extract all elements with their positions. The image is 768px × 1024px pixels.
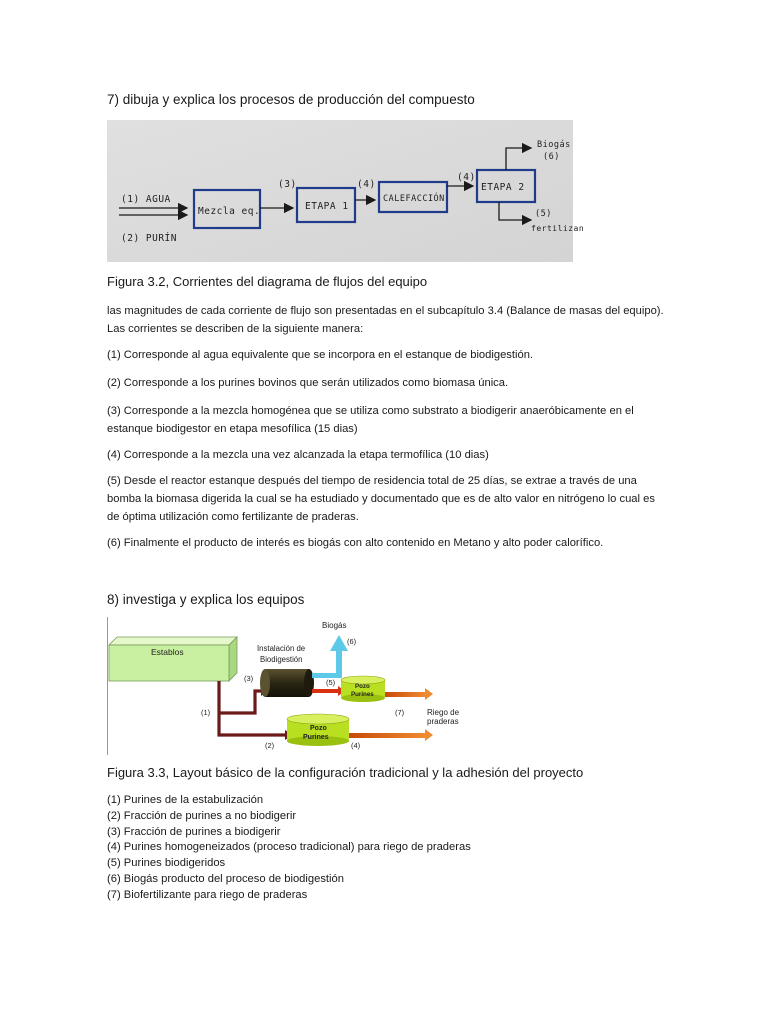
arrow-to-riego: [385, 688, 433, 700]
stream-4-text: (4) Corresponde a la mezcla una vez alcanzada la etapa termofílica (10 dias): [107, 449, 489, 461]
legend-item: (6) Biogás producto del proceso de biodigestión: [107, 872, 344, 885]
stream-5-label-fig2: (5): [326, 678, 336, 687]
legend-item: (5) Purines biodigeridos: [107, 857, 226, 870]
stream-4-label-fig2: (4): [351, 741, 361, 750]
input-agua-label: (1) AGUA: [121, 194, 171, 205]
instalacion-label-1: Instalación de: [257, 644, 306, 653]
legend-item: (7) Biofertilizante para riego de praderas: [107, 888, 308, 901]
stream-4-top-label: (4): [357, 179, 376, 190]
digester-cylinder: [260, 669, 314, 697]
biogas-output-label: Biogás: [537, 140, 571, 150]
stream-2-label-fig2: (2): [265, 741, 275, 750]
stream-6-text: (6) Finalmente el producto de interés es biogás con alto contenido en Metano y alto poder calorífico.: [107, 537, 604, 549]
instalacion-label-2: Biodigestión: [260, 655, 303, 664]
figure2-caption: Figura 3.3, Layout básico de la configuración tradicional y la adhesión del proyecto: [107, 765, 584, 780]
small-pozo-label-1: Pozo: [355, 683, 370, 690]
riego-label-1: Riego de: [427, 708, 460, 717]
stream-6-label-fig2: (6): [347, 637, 357, 646]
establos-label: Establos: [151, 647, 184, 657]
big-pozo-label-2: Purines: [303, 734, 329, 741]
biogas-arrow: [312, 635, 348, 678]
establos-box: [109, 637, 237, 681]
stream-7-label-fig2: (7): [395, 708, 405, 717]
arrow-to-small-pozo: [312, 686, 345, 696]
equipment-layout-figure: [107, 617, 469, 755]
legend-item: (2) Fracción de purines a no biodigerir: [107, 809, 297, 822]
legend-item: (4) Purines homogeneizados (proceso tradicional) para riego de praderas: [107, 841, 471, 854]
fertilizante-output-label: fertilizan: [531, 224, 585, 233]
stream-1-label-fig2: (1): [201, 708, 211, 717]
stream-5-label: (5): [535, 209, 552, 219]
etapa2-label: ETAPA 2: [481, 182, 525, 193]
calefaccion-label: CALEFACCIÓN: [383, 194, 445, 204]
etapa1-label: ETAPA 1: [305, 201, 349, 212]
stream-5-text: (5) Desde el reactor estanque después del tiempo de residencia total de 25 días, se extrae a través de una bomba la biomasa digerida la cual se ha estudiado y documentado que es de alto valor en nitrógeno lo cual es de óptima utilización como fertilizante de praderas.: [107, 475, 655, 523]
mezcla-label: Mezcla eq.: [198, 206, 261, 217]
stream-3-text: (3) Corresponde a la mezcla homogénea que se utiliza como substrato a biodigerir anaeróbicamente en el estanque biodigestor en etapa mesofílica (15 dias): [107, 405, 634, 435]
legend-item: (1) Purines de la estabulización: [107, 794, 264, 806]
legend-item: (3) Fracción de purines a biodigerir: [107, 825, 281, 838]
input-purin-label: (2) PURÍN: [121, 233, 177, 244]
arrow-bottom-riego: [349, 729, 433, 741]
stream-3-label: (3): [278, 179, 297, 190]
small-pozo-label-2: Purines: [351, 691, 374, 698]
stream-3-label-fig2: (3): [244, 674, 254, 683]
stream-6-label: (6): [543, 152, 560, 162]
riego-label-2: praderas: [427, 717, 459, 726]
q8-heading: 8) investiga y explica los equipos: [107, 592, 305, 607]
flow-diagram-figure: [107, 120, 585, 262]
stream-4-right-label: (4): [457, 172, 476, 183]
intro-paragraph: las magnitudes de cada corriente de flujo son presentadas en el subcapítulo 3.4 (Balance de masas del equipo). Las corrientes se describen de la siguiente manera:: [107, 305, 664, 335]
biogas-label: Biogás: [322, 621, 347, 630]
stream-2-text: (2) Corresponde a los purines bovinos que serán utilizados como biomasa única.: [107, 377, 509, 389]
legend-list: [107, 793, 471, 904]
q7-heading: 7) dibuja y explica los procesos de producción del compuesto: [107, 92, 475, 107]
stream-1-text: (1) Corresponde al agua equivalente que se incorpora en el estanque de biodigestión.: [107, 349, 534, 361]
big-pozo-label-1: Pozo: [310, 725, 327, 732]
figure1-caption: Figura 3.2, Corrientes del diagrama de flujos del equipo: [107, 274, 428, 289]
